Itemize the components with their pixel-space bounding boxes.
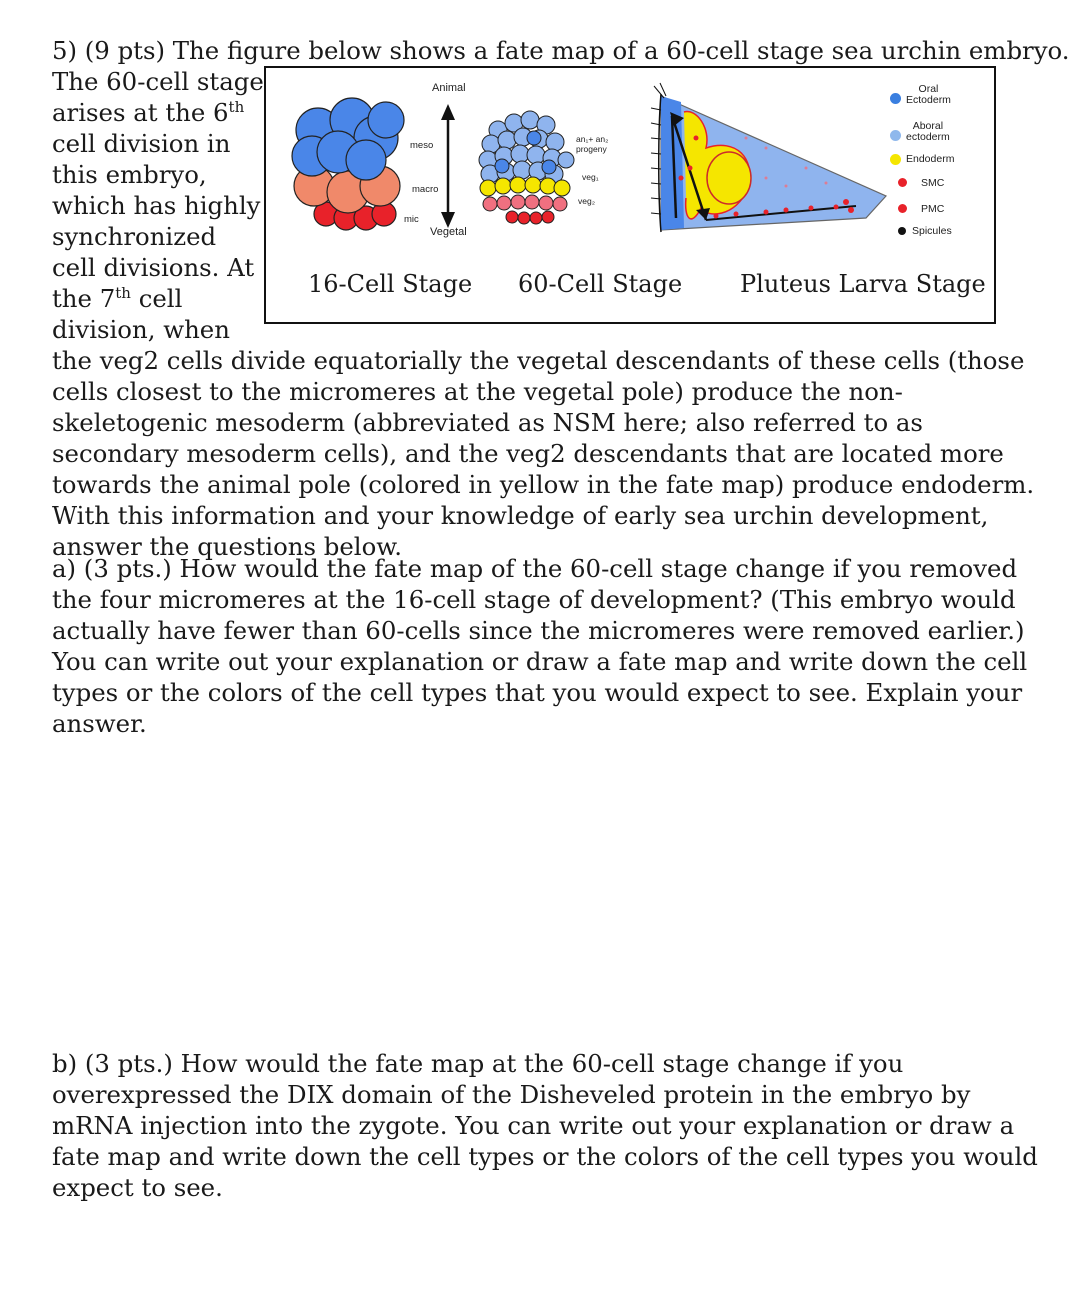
- intro-line: synchronized: [52, 222, 217, 251]
- fate-map-figure: [264, 66, 996, 324]
- an-progeny-label: an₁+ an₂: [576, 134, 609, 144]
- macro-label: macro: [412, 184, 439, 195]
- intro-line: cell division in: [52, 129, 231, 158]
- intro-line: the 7th cell: [52, 284, 183, 313]
- animal-label: Animal: [432, 82, 466, 94]
- intro-line: cell divisions. At: [52, 253, 255, 282]
- legend-endoderm: Endoderm: [906, 153, 955, 165]
- veg1-label: veg₁: [582, 172, 599, 182]
- question-part-a: a) (3 pts.) How would the fate map of the 60-cell stage change if you removed the four micromeres at the 16-cell stage of development? (This embryo would actually have fewer than 60-cells since the micromeres were removed earlier.) You can write out your explanation or draw a fate map and write down the cell types or the colors of the cell types that you would expect to see. Explain your answer.: [52, 554, 1028, 738]
- legend-swatch: [890, 154, 901, 165]
- progeny-label: progeny: [576, 144, 607, 154]
- veg2-label: veg₂: [578, 196, 596, 206]
- meso-label: meso: [410, 140, 434, 151]
- mic-label: mic: [404, 214, 419, 225]
- legend-swatch: [890, 93, 901, 104]
- stage-caption: 60-Cell Stage: [518, 270, 683, 298]
- intro-line: division, when: [52, 315, 230, 344]
- question-part-b: b) (3 pts.) How would the fate map at the 60-cell stage change if you overexpressed the DIX domain of the Disheveled protein in the embryo by mRNA injection into the zygote. You can write out your explanation or draw a fate map and write down the cell types or the colors of the cell types you would expect to see.: [52, 1049, 1038, 1202]
- legend-spicules: Spicules: [912, 225, 952, 237]
- intro-paragraph-continued: the veg2 cells divide equatorially the vegetal descendants of these cells (those cells closest to the micromeres at the vegetal pole) produce the non-skeletogenic mesoderm (abbreviated as NSM here; also referred to as secondary mesoderm cells), and the veg2 descendants that are located more towards the animal pole (colored in yellow in the fate map) produce endoderm. With this information and your knowledge of early sea urchin development, answer the questions below.: [52, 346, 1035, 561]
- intro-line: The 60-cell stage: [52, 67, 264, 96]
- embryo-60-cell: [479, 111, 574, 224]
- intro-line: which has highly: [52, 191, 261, 220]
- legend-aboral-ectoderm: Aboral ectoderm: [906, 120, 950, 143]
- pluteus-larva: [651, 83, 886, 232]
- intro-line: arises at the 6th: [52, 98, 245, 127]
- stage-caption: 16-Cell Stage: [308, 270, 473, 298]
- stage-caption: Pluteus Larva Stage: [740, 270, 986, 298]
- legend-smc: SMC: [921, 177, 945, 189]
- vegetal-label: Vegetal: [430, 226, 467, 238]
- animal-vegetal-axis: [441, 104, 455, 228]
- legend-oral-ectoderm: Oral Ectoderm: [906, 83, 951, 106]
- embryo-16-cell: [292, 98, 404, 230]
- legend-swatch: [898, 227, 906, 235]
- intro-line: this embryo,: [52, 160, 207, 189]
- legend-swatch: [898, 204, 907, 213]
- legend-pmc: PMC: [921, 203, 945, 215]
- question-heading: 5) (9 pts) The figure below shows a fate map of a 60-cell stage sea urchin embryo.: [52, 36, 1070, 65]
- legend-swatch: [890, 130, 901, 141]
- legend-swatch: [898, 178, 907, 187]
